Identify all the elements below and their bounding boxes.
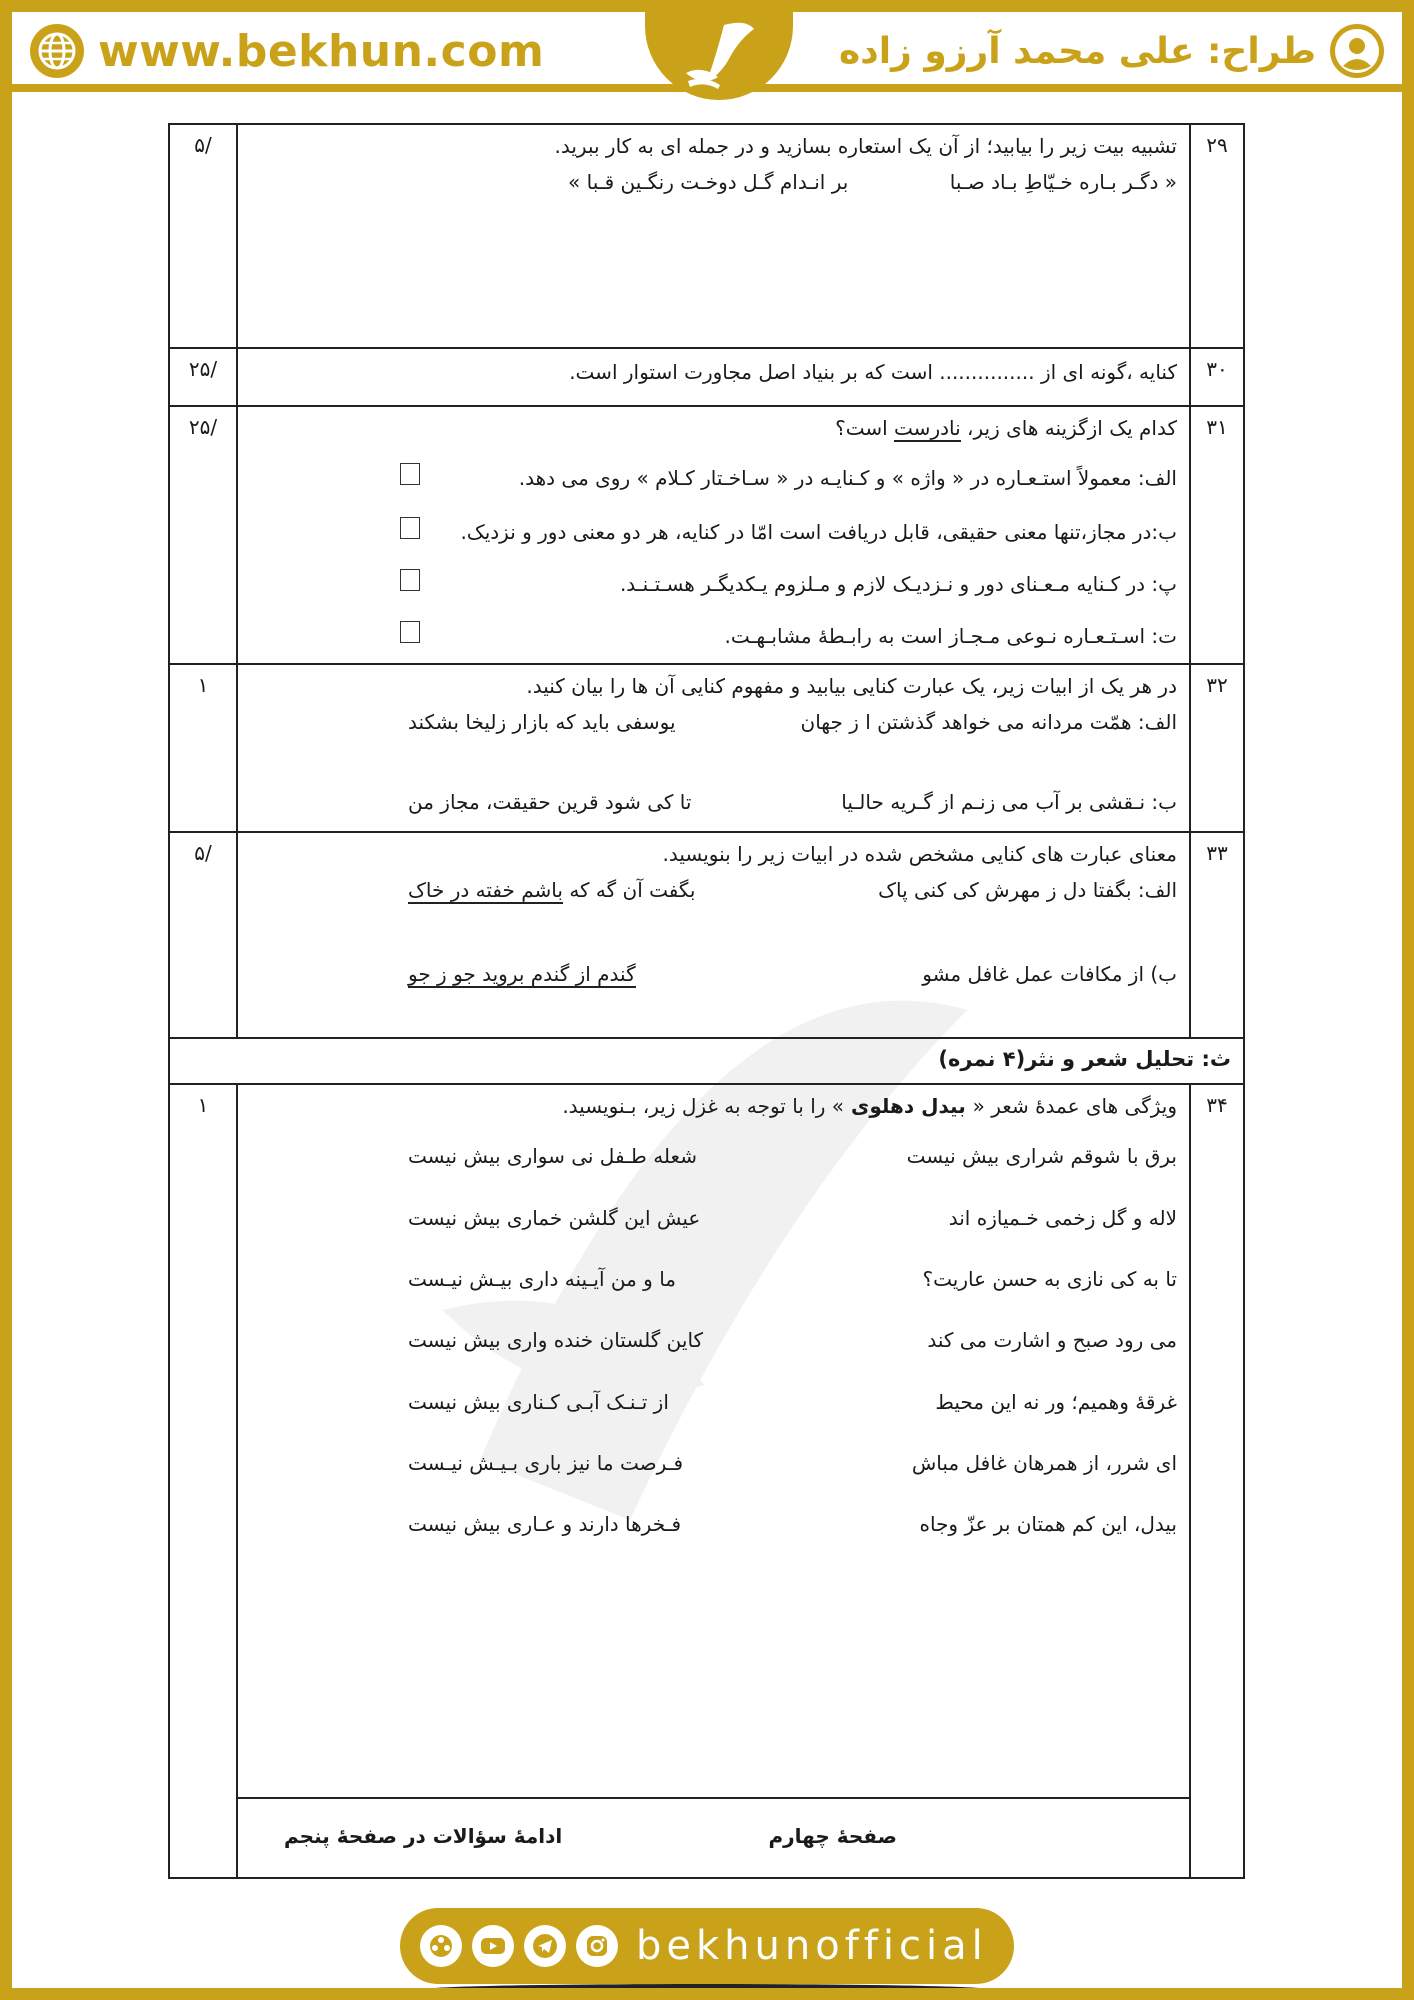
question-number: ۳۳ <box>1189 833 1243 1037</box>
question-text-part: » را با توجه به غزل زیر، بـنویسید. <box>562 1094 845 1118</box>
exam-table <box>168 123 1245 1879</box>
question-text <box>250 413 1177 443</box>
verse-right: برق با شوقم شراری بیش نیست <box>906 1144 1177 1168</box>
designer-credit <box>839 22 1386 80</box>
question-score: /۵ <box>170 833 238 1037</box>
social-handle[interactable]: bekhunofficial <box>636 1923 988 1969</box>
question-text: کنایه ،گونه ای از ............... است که بر بنیاد اصل مجاورت استوار است. <box>569 360 1177 384</box>
verse-left: عیش این گلشن خماری بیش نیست <box>408 1206 701 1230</box>
verse-right: ای شرر، از همرهان غافل مباش <box>911 1451 1177 1475</box>
user-icon <box>1328 22 1386 80</box>
verse-left: ما و من آیـینه داری بیـش نیـست <box>408 1267 676 1291</box>
brand-logo <box>645 12 793 100</box>
question-score: /۲۵ <box>170 407 238 663</box>
question-row-32 <box>170 665 1243 833</box>
verse-right: لاله و گل زخمی خـمیازه اند <box>948 1206 1177 1230</box>
social-icons <box>420 1925 618 1967</box>
question-text-part: ویژگی های عمدۀ شعر « <box>972 1094 1177 1118</box>
question-body <box>238 833 1189 1037</box>
question-text <box>250 1091 1177 1121</box>
verse-right: الف: همّت مردانه می خواهد گذشتن ا ز جهان <box>800 710 1177 734</box>
verse-left: فـرصت ما نیز باری بـیـش نیـست <box>408 1451 684 1475</box>
instagram-icon[interactable] <box>576 1925 618 1967</box>
question-score: ۱ <box>170 665 238 831</box>
option-a-checkbox[interactable] <box>400 463 420 485</box>
question-score: /۲۵ <box>170 349 238 405</box>
verse-right: ب) از مکافات عمل غافل مشو <box>922 962 1177 986</box>
option-b-checkbox[interactable] <box>400 517 420 539</box>
option-d-checkbox[interactable] <box>400 621 420 643</box>
verse-right: « دگـر بـاره خـیّاطِ بـاد صـبا <box>949 170 1177 194</box>
question-row-29 <box>170 125 1243 349</box>
verse-left <box>408 959 636 989</box>
continue-note: ادامۀ سؤالات در صفحۀ پنجم <box>284 1824 563 1848</box>
verse-left: یوسفی باید که بازار زلیخا بشکند <box>408 710 676 734</box>
verse-right: می رود صبح و اشارت می کند <box>927 1328 1177 1352</box>
question-row-31 <box>170 407 1243 665</box>
verse-left: از تـنـک آبـی کـناری بیش نیست <box>408 1390 669 1414</box>
aparat-icon[interactable] <box>420 1925 462 1967</box>
question-text: تشبیه بیت زیر را بیابید؛ از آن یک استعاره بسازید و در جمله ای به کار ببرید. <box>554 134 1177 158</box>
book-logo-icon <box>674 17 764 95</box>
question-body <box>238 665 1189 831</box>
option-a: الف: معمولاً استـعـاره در « واژه » و کـنایـه در « سـاخـتار کـلام » روی می دهد. <box>518 466 1177 490</box>
question-number: ۳۲ <box>1189 665 1243 831</box>
verse-left: تا کی شود قرین حقیقت، مجاز من <box>408 790 692 814</box>
option-c-checkbox[interactable] <box>400 569 420 591</box>
section-row <box>170 1039 1243 1085</box>
verse-right: الف: بگفتا دل ز مهرش کی کنی پاک <box>878 878 1177 902</box>
emphasis-word: نادرست <box>894 416 961 440</box>
verse-left <box>408 875 696 905</box>
page-footer <box>238 1797 1189 1877</box>
page-header <box>12 12 1402 92</box>
question-text-part: است؟ <box>835 416 888 440</box>
designer-name: طراح: علی محمد آرزو زاده <box>839 30 1316 72</box>
verse-left: فـخرها دارند و عـاری بیش نیست <box>408 1512 682 1536</box>
verse-left-underlined: باشم خفته در خاک <box>408 878 563 902</box>
verse-right: ب: نـقشی بر آب می زنـم از گـریه حالـیا <box>841 790 1177 814</box>
section-title: ث: تحلیل شعر و نثر(۴ نمره) <box>938 1047 1231 1071</box>
question-body <box>238 1085 1189 1877</box>
option-c: پ: در کـنایه مـعـنای دور و نـزدیـک لازم و مـلزوم یـکدیگـر هسـتـنـد. <box>619 572 1177 596</box>
question-number: ۲۹ <box>1189 125 1243 347</box>
question-text-part: کدام یک ازگزینه های زیر، <box>967 416 1177 440</box>
question-text: معنای عبارت های کنایی مشخص شده در ابیات زیر را بنویسید. <box>662 842 1177 866</box>
page-number: صفحۀ چهارم <box>768 1824 897 1848</box>
site-url: www.bekhun.com <box>98 25 545 77</box>
question-body <box>238 407 1189 663</box>
question-score: ۱ <box>170 1085 238 1877</box>
verse-left: بر انـدام گـل دوخـت رنگـین قـبا » <box>568 170 849 194</box>
bottom-border <box>0 1988 1414 2000</box>
verse-left: شعله طـفل نی سواری بیش نیست <box>408 1144 697 1168</box>
verse-left-underlined: گندم از گندم بروید جو ز جو <box>408 962 636 986</box>
verse-left-plain: بگفت آن گه که <box>562 878 696 902</box>
social-bar <box>400 1908 1014 1984</box>
question-row-30 <box>170 349 1243 407</box>
site-link[interactable] <box>28 22 544 80</box>
verse-left: کاین گلستان خنده واری بیش نیست <box>408 1328 704 1352</box>
poet-name: بیدل دهلوی <box>844 1094 973 1118</box>
question-number: ۳۴ <box>1189 1085 1243 1877</box>
question-row-34 <box>170 1085 1243 1877</box>
verse-right: غرقۀ وهمیم؛ ور نه این محیط <box>935 1390 1177 1414</box>
question-text: در هر یک از ابیات زیر، یک عبارت کنایی بیابید و مفهوم کنایی آن ها را بیان کنید. <box>526 674 1177 698</box>
youtube-icon[interactable] <box>472 1925 514 1967</box>
question-row-33 <box>170 833 1243 1039</box>
question-body <box>238 125 1189 347</box>
question-score: /۵ <box>170 125 238 347</box>
globe-icon <box>28 22 86 80</box>
question-number: ۳۰ <box>1189 349 1243 405</box>
option-d: ت: اسـتـعـاره نـوعی مـجـاز است به رابـطۀ مشابـهـت. <box>724 624 1177 648</box>
question-number: ۳۱ <box>1189 407 1243 663</box>
question-body <box>238 349 1189 405</box>
option-b: ب:در مجاز،تنها معنی حقیقی، قابل دریافت است امّا در کنایه، هر دو معنی دور و نزدیک. <box>460 520 1177 544</box>
verse-right: بیدل، این کم همتان بر عزّ وجاه <box>919 1512 1177 1536</box>
telegram-icon[interactable] <box>524 1925 566 1967</box>
verse-right: تا به کی نازی به حسن عاریت؟ <box>922 1267 1177 1291</box>
